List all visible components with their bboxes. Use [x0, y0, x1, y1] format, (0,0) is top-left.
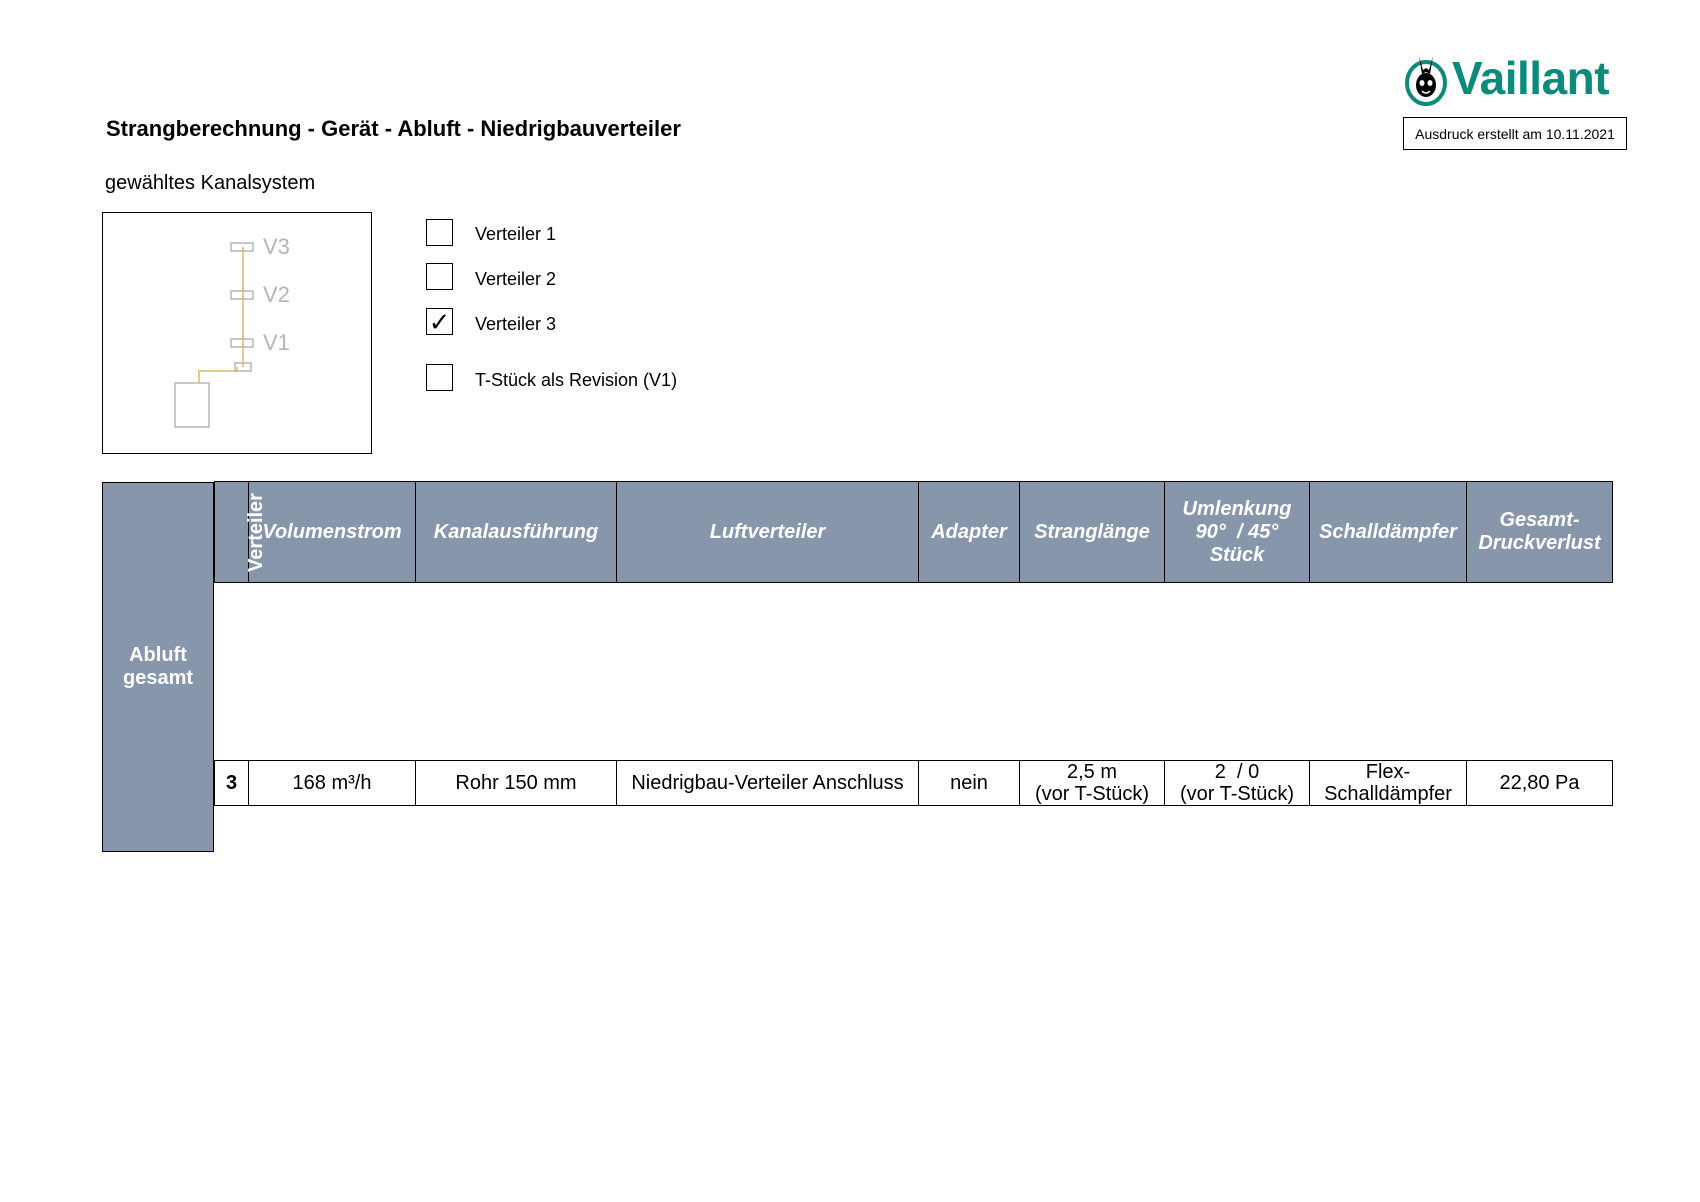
abluft-gesamt-label [102, 482, 214, 852]
side-label-line1: Abluft [129, 644, 187, 666]
diagram-label-v3: V3 [263, 234, 290, 259]
page-title: Strangberechnung - Gerät - Abluft - Niedrigbauverteiler [106, 116, 681, 141]
duct-diagram-icon [103, 213, 371, 453]
col-header-kanalausfuehrung: Kanalausführung [416, 482, 617, 583]
cell-druckverlust: 22,80 Pa [1467, 761, 1613, 806]
checkbox-verteiler-2[interactable] [426, 263, 453, 290]
checkbox-label-verteiler-1: Verteiler 1 [475, 224, 557, 244]
col-header-schalldaempfer: Schalldämpfer [1310, 482, 1467, 583]
vaillant-logo [1404, 50, 1619, 108]
cell-luftverteiler: Niedrigbau-Verteiler Anschluss [617, 761, 919, 806]
brand-name: Vaillant [1452, 52, 1610, 104]
checkmark-icon: ✓ [428, 306, 451, 337]
checkbox-label-verteiler-3: Verteiler 3 [475, 314, 557, 334]
col-header-stranglaenge: Stranglänge [1020, 482, 1165, 583]
printed-date-box: Ausdruck erstellt am 10.11.2021 [1403, 117, 1627, 150]
kanalsystem-diagram [102, 212, 372, 454]
side-label-line2: gesamt [122, 667, 194, 689]
cell-umlenkung: 2 / 0 (vor T-Stück) [1165, 761, 1310, 806]
col-header-druckverlust: Gesamt- Druckverlust [1467, 482, 1613, 583]
cell-kanalausfuehrung: Rohr 150 mm [416, 761, 617, 806]
checkbox-t-stueck-revision[interactable] [426, 364, 453, 391]
col-header-luftverteiler: Luftverteiler [617, 482, 919, 583]
cell-stranglaenge: 2,5 m (vor T-Stück) [1020, 761, 1165, 806]
kanalsystem-label: gewähltes Kanalsystem [105, 172, 316, 194]
cell-verteiler: 3 [215, 761, 249, 806]
table-row [214, 760, 1613, 806]
checkbox-label-verteiler-2: Verteiler 2 [475, 269, 557, 289]
diagram-label-v1: V1 [263, 330, 290, 355]
cell-adapter: nein [919, 761, 1020, 806]
device-icon [175, 383, 209, 427]
col-header-volumenstrom: Volumenstrom [249, 482, 416, 583]
cell-schalldaempfer: Flex- Schalldämpfer [1310, 761, 1467, 806]
checkbox-label-t-stueck-revision: T-Stück als Revision (V1) [475, 370, 678, 390]
cell-volumenstrom: 168 m³/h [249, 761, 416, 806]
hare-logo-icon [1404, 50, 1450, 108]
col-header-umlenkung: Umlenkung 90° / 45° Stück [1165, 482, 1310, 583]
checkbox-verteiler-3[interactable] [426, 308, 453, 335]
col-header-verteiler: Verteiler [215, 482, 249, 583]
checkbox-verteiler-1[interactable] [426, 219, 453, 246]
table-header [214, 481, 1613, 583]
col-header-adapter: Adapter [919, 482, 1020, 583]
diagram-label-v2: V2 [263, 282, 290, 307]
